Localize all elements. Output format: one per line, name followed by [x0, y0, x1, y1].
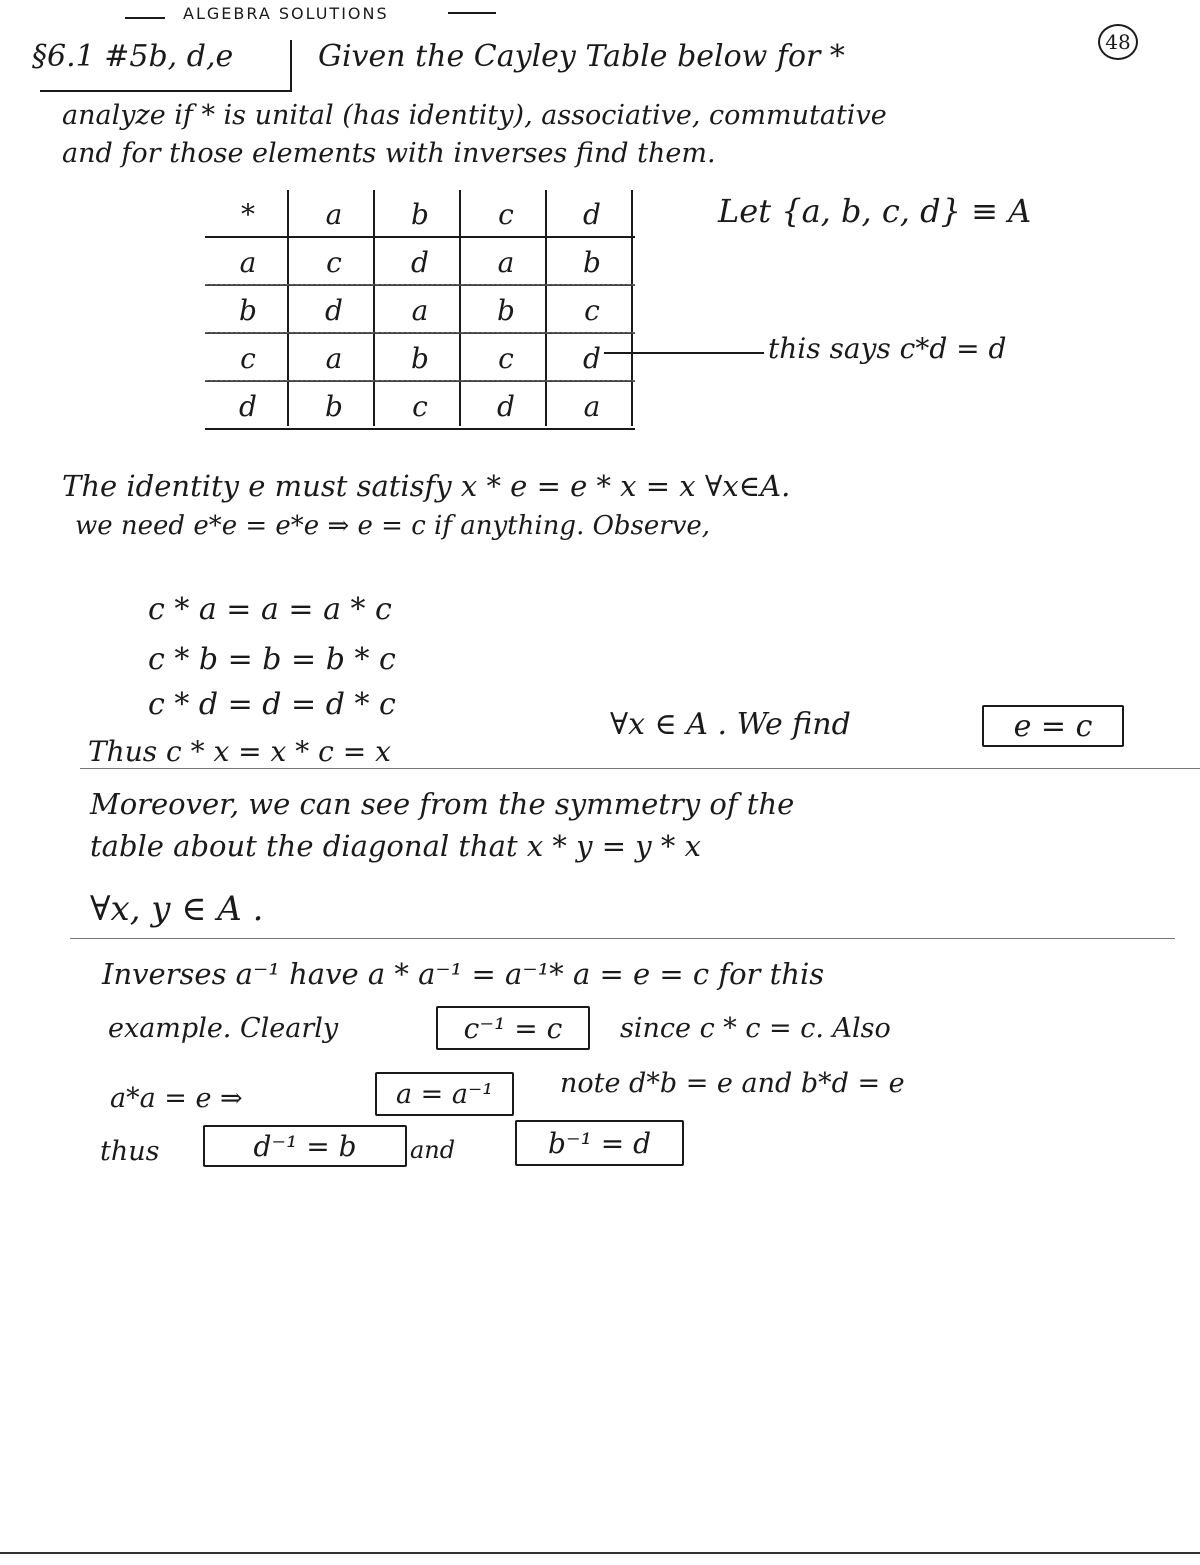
table-horizontal-rule: [205, 380, 635, 382]
inverses-and: and: [410, 1136, 456, 1164]
d-inverse-box: d⁻¹ = b: [203, 1125, 407, 1167]
table-row-label: c: [240, 341, 256, 375]
table-cell: c: [326, 245, 342, 279]
table-header-cell: c: [498, 197, 514, 231]
problem-statement-line-3: and for those elements with inverses find them.: [62, 138, 716, 169]
table-header-cell: b: [411, 197, 429, 231]
table-cell: d: [583, 341, 601, 375]
table-cell: c: [498, 341, 514, 375]
inverses-line-3b: note d*b = e and b*d = e: [560, 1068, 905, 1099]
table-row-label: d: [239, 389, 257, 423]
problem-id-underline: [40, 90, 292, 92]
annotation-arrow: [604, 352, 764, 354]
table-horizontal-rule: [205, 332, 635, 334]
problem-id-divider: [290, 40, 292, 92]
identity-conclusion: Thus c * x = x * c = x: [88, 735, 391, 768]
table-horizontal-rule: [205, 428, 635, 430]
inverses-line-3: a*a = e ⇒: [110, 1083, 243, 1114]
table-vertical-rule: [631, 190, 633, 426]
problem-id: §6.1 #5b, d,e: [32, 39, 234, 74]
a-inverse-box: a = a⁻¹: [375, 1072, 514, 1116]
table-vertical-rule: [459, 190, 461, 426]
c-inverse-box: c⁻¹ = c: [436, 1006, 590, 1050]
symmetry-line-2: table about the diagonal that x * y = y * x: [90, 829, 701, 863]
cayley-table: [205, 190, 635, 430]
table-cell: c: [584, 293, 600, 327]
table-cell: b: [325, 389, 343, 423]
table-cell: a: [325, 341, 343, 375]
table-cell: b: [583, 245, 601, 279]
table-header-cell: d: [583, 197, 601, 231]
symmetry-line-1: Moreover, we can see from the symmetry of the: [90, 787, 795, 821]
annotation-this-says: this says c*d = d: [768, 332, 1007, 365]
identity-equation-3: c * d = d = d * c: [148, 687, 396, 722]
table-cell: a: [497, 245, 515, 279]
page-bottom-edge: [0, 1552, 1200, 1554]
inverses-line-1: Inverses a⁻¹ have a * a⁻¹ = a⁻¹* a = e = c for this: [102, 957, 825, 991]
problem-statement-line-2: analyze if * is unital (has identity), associative, commutative: [62, 100, 887, 131]
table-horizontal-rule: [205, 236, 635, 238]
identity-line-1: The identity e must satisfy x * e = e * x = x ∀x∈A.: [62, 469, 791, 503]
table-cell: b: [411, 341, 429, 375]
problem-statement-line-1: Given the Cayley Table below for *: [318, 39, 845, 74]
header-rule-left: [125, 17, 165, 19]
header-title: ALGEBRA SOLUTIONS: [183, 4, 389, 23]
identity-equation-1: c * a = a = a * c: [148, 592, 392, 627]
symmetry-line-3: ∀x, y ∈ A .: [90, 889, 264, 929]
identity-line-2: we need e*e = e*e ⇒ e = c if anything. Observe,: [75, 511, 711, 541]
table-row-label: a: [239, 245, 257, 279]
table-vertical-rule: [373, 190, 375, 426]
table-cell: c: [412, 389, 428, 423]
table-cell: d: [325, 293, 343, 327]
table-vertical-rule: [287, 190, 289, 426]
table-row-label: b: [239, 293, 257, 327]
section-divider-1: [80, 768, 1200, 769]
inverses-line-2: example. Clearly: [108, 1013, 339, 1044]
identity-find: ∀x ∈ A . We find: [610, 707, 851, 742]
table-cell: a: [583, 389, 601, 423]
identity-equation-2: c * b = b = b * c: [148, 642, 396, 677]
inverses-line-2b: since c * c = c. Also: [620, 1013, 891, 1044]
inverses-line-4: thus: [100, 1136, 160, 1167]
identity-result-box: e = c: [982, 705, 1124, 747]
table-header-cell: a: [325, 197, 343, 231]
table-cell: b: [497, 293, 515, 327]
set-definition: Let {a, b, c, d} ≡ A: [718, 192, 1032, 230]
table-corner-operator: *: [241, 197, 255, 231]
section-divider-2: [70, 938, 1175, 939]
b-inverse-box: b⁻¹ = d: [515, 1120, 684, 1166]
table-cell: d: [497, 389, 515, 423]
header-rule-right: [448, 12, 496, 14]
table-cell: d: [411, 245, 429, 279]
table-cell: a: [411, 293, 429, 327]
page-number: 48: [1098, 24, 1138, 60]
table-vertical-rule: [545, 190, 547, 426]
table-horizontal-rule: [205, 284, 635, 286]
